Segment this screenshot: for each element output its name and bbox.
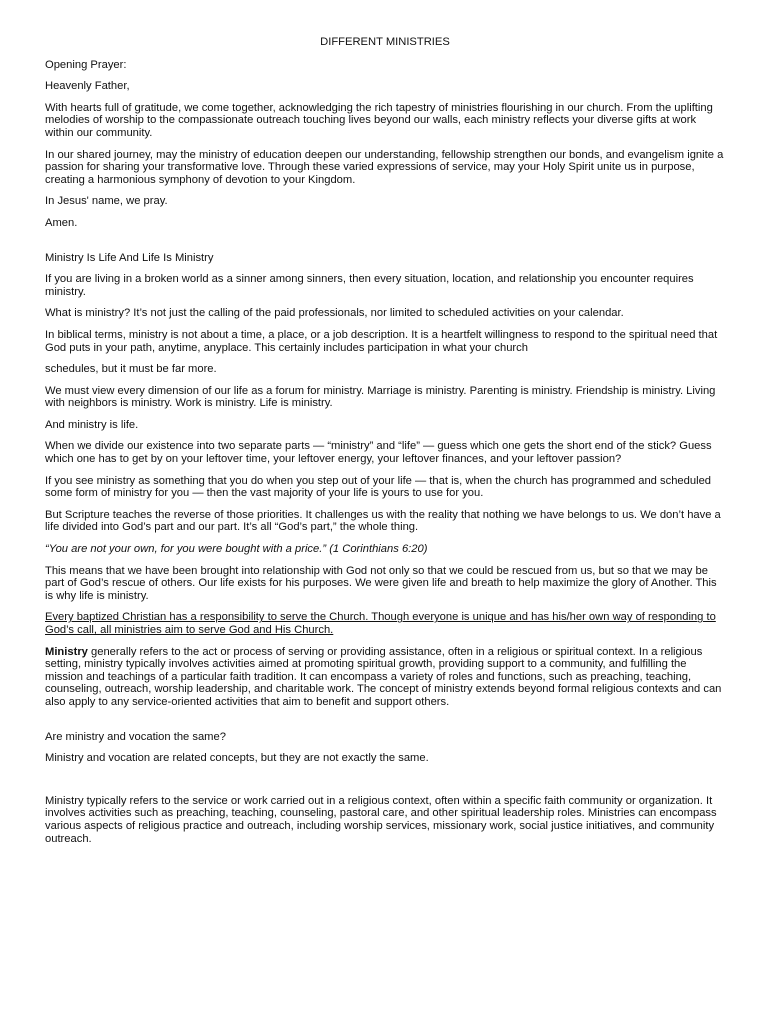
ministry-definition-paragraph: [45, 646, 725, 709]
prayer-close: In Jesus' name, we pray.: [45, 195, 168, 208]
document-title: DIFFERENT MINISTRIES: [320, 36, 450, 48]
paragraph: We must view every dimension of our life as a forum for ministry. Marriage is ministry. Parenting is ministry. Friendship is ministry. Living with neighbors is ministry. Work is ministry. Life is ministry.: [45, 384, 716, 410]
document-page: [45, 36, 725, 854]
underlined-paragraph: Every baptized Christian has a responsibility to serve the Church. Though everyone is unique and has his/her own way of responding to God’s call, all ministries aim to serve God and His Church.: [45, 611, 716, 636]
paragraph: But Scripture teaches the reverse of those priorities. It challenges us with the reality that nothing we have belongs to us. We don’t have a life divided into God’s part and our part. It’s all “God’s part,” the whole thing.: [45, 508, 721, 534]
paragraph: And ministry is life.: [45, 418, 139, 431]
prayer-salutation: Heavenly Father,: [45, 80, 130, 93]
paragraph: Ministry and vocation are related concepts, but they are not exactly the same.: [45, 752, 429, 765]
paragraph: If you see ministry as something that you do when you step out of your life — that is, when the church has programmed and scheduled some form of ministry for you — then the vast majority of your life is yours to use for you.: [45, 474, 712, 500]
scripture-quote: “You are not your own, for you were bought with a price.” (1 Corinthians 6:20): [45, 543, 428, 556]
paragraph: If you are living in a broken world as a sinner among sinners, then every situation, location, and relationship you encounter requires ministry.: [45, 273, 694, 298]
section-heading-ministry-vocation: Are ministry and vocation the same?: [45, 730, 226, 743]
opening-prayer-label: Opening Prayer:: [45, 58, 127, 71]
paragraph: schedules, but it must be far more.: [45, 363, 217, 376]
prayer-amen: Amen.: [45, 216, 78, 229]
definition-text: generally refers to the act or process of serving or providing assistance, often in a religious or spiritual context. In a religious setting, ministry typically involves activities aimed at promoting spiritual growth, providing support to a community, and fulfilling the mission and teachings of a particular faith tradition. It can encompass a variety of roles and functions, such as preaching, teaching, counseling, outreach, worship leadership, and charitable work. The concept of ministry extends beyond formal religious contexts and can also apply to any service-oriented activities that aim to benefit and support others.: [45, 645, 722, 708]
paragraph: What is ministry? It’s not just the calling of the paid professionals, nor limited to scheduled activities on your calendar.: [45, 307, 624, 320]
prayer-paragraph-2: In our shared journey, may the ministry of education deepen our understanding, fellowship strengthen our bonds, and evangelism ignite a passion for sharing your transformative love. Through these varied expressions of service, may your Holy Spirit unite us in purpose, creating a harmonious symphony of devotion to your Kingdom.: [45, 148, 724, 186]
paragraph: This means that we have been brought into relationship with God not only so that we could be rescued from us, but so that we may be part of God’s rescue of others. Our life exists for his purposes. We were given life and breath to help maximize the glory of Another. This is why life is ministry.: [45, 564, 717, 602]
section-heading-ministry-is-life: Ministry Is Life And Life Is Ministry: [45, 251, 214, 264]
paragraph: In biblical terms, ministry is not about a time, a place, or a job description. It is a heartfelt willingness to respond to the spiritual need that God puts in your path, anytime, anyplace. This certainly includes participation in what your church: [45, 328, 718, 354]
prayer-paragraph-1: With hearts full of gratitude, we come together, acknowledging the rich tapestry of ministries flourishing in our church. From the uplifting melodies of worship to the compassionate outreach touching lives beyond our walls, each ministry reflects your diverse gifts at work within our community.: [45, 101, 713, 139]
paragraph: When we divide our existence into two separate parts — “ministry” and “life” — guess which one gets the short end of the stick? Guess which one has to get by on your leftover time, your leftover energy, your leftover finances, and your leftover passion?: [45, 440, 712, 466]
paragraph: Ministry typically refers to the service or work carried out in a religious context, often within a specific faith community or organization. It involves activities such as preaching, teaching, counseling, pastoral care, and other spiritual leadership roles. Ministries can encompass various aspects of religious practice and outreach, including worship services, missionary work, social justice initiatives, and community outreach.: [45, 794, 717, 845]
definition-term: Ministry: [45, 645, 88, 658]
